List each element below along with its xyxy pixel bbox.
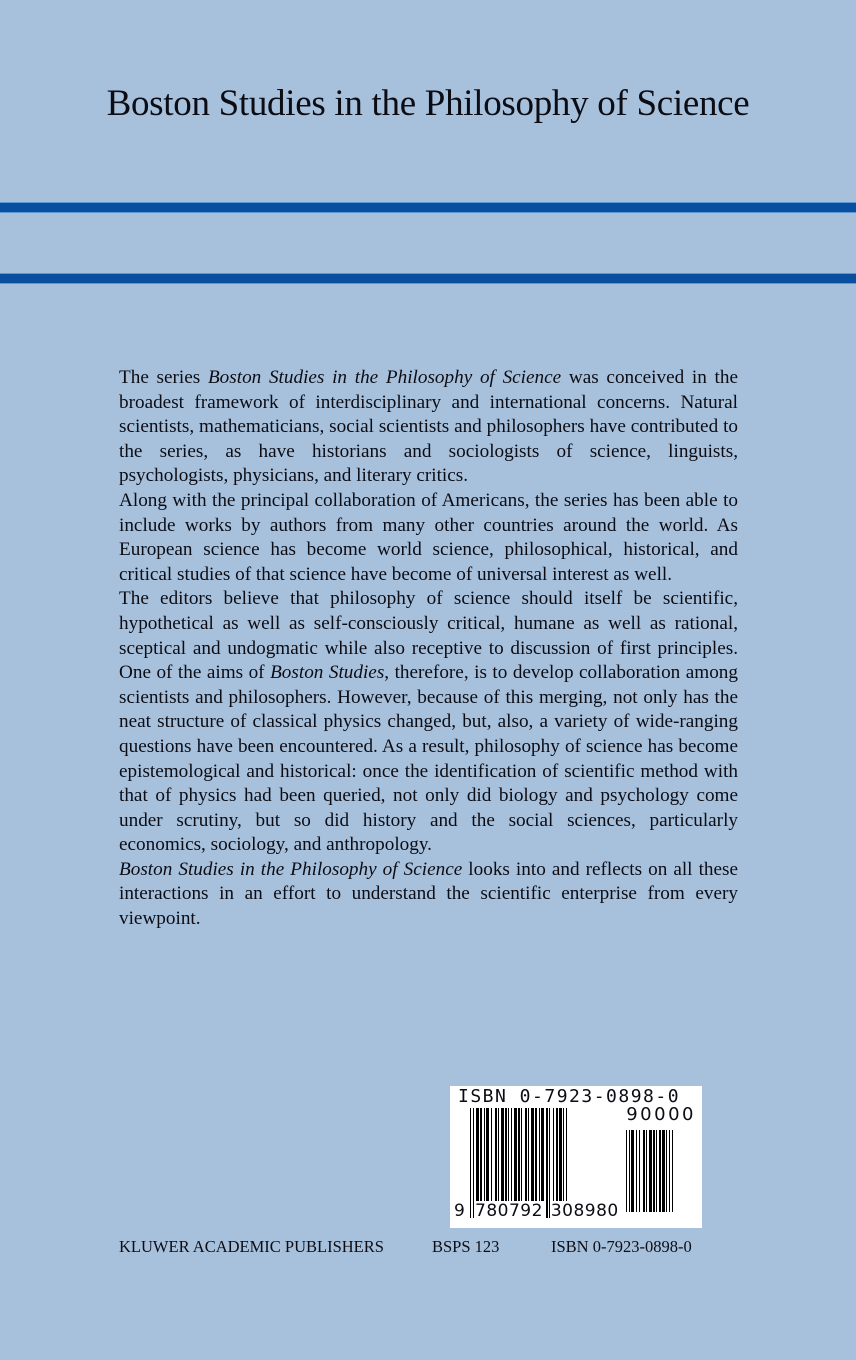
publisher-name: KLUWER ACADEMIC PUBLISHERS <box>119 1237 384 1256</box>
ean-right-group: 308980 <box>550 1201 619 1221</box>
ean-left-group: 780792 <box>475 1201 543 1221</box>
barcode-addon-bars <box>626 1130 673 1212</box>
series-short-title-italic: Boston Studies <box>270 662 385 684</box>
paragraph-3: The editors believe that philosophy of science should itself be scientific, hypothetical as well as self-consciously critical, humane as well as rational, sceptical and undogmatic while also receptive to discussion of first principles. One of the aims of Boston Studies, therefore, is to develop collaboration among scientists and philosophers. However, because of this merging, not only has the neat structure of classical physics changed, but, also, a variety of wide-ranging questions have been encountered. As a result, philosophy of science has become epistemological and historical: once the identification of scientific method with that of physics had been queried, not only did biology and psychology come under scrutiny, but so did history and the social sciences, particularly economics, sociology, and anthropology. <box>119 588 738 856</box>
footer-isbn: ISBN 0-7923-0898-0 <box>551 1237 692 1256</box>
barcode-box <box>450 1086 702 1228</box>
paragraph-1: The series Boston Studies in the Philosophy of Science was conceived in the broadest framework of interdisciplinary and international concerns. Natural scientists, mathematicians, social scientists and philosophers have contributed to the series, as have historians and sociologists of science, linguists, psychologists, physicians, and literary critics. <box>119 367 738 487</box>
barcode-ean-digits <box>454 1200 620 1222</box>
series-title-italic: Boston Studies in the Philosophy of Science <box>119 858 463 880</box>
cover-title: Boston Studies in the Philosophy of Science <box>106 83 750 124</box>
ean-first-digit: 9 <box>454 1201 466 1221</box>
top-rule <box>0 202 856 213</box>
paragraph-2: Along with the principal collaboration of Americans, the series has been able to include works by authors from many other countries around the world. As European science has become world science, philosophical, historical, and critical studies of that science have become of universal interest as well. <box>119 489 738 585</box>
bottom-rule <box>0 273 856 284</box>
series-title-italic: Boston Studies in the Philosophy of Science <box>207 367 562 388</box>
paragraph-4: Boston Studies in the Philosophy of Science looks into and reflects on all these interactions in an effort to understand the scientific enterprise from every viewpoint. <box>119 858 738 930</box>
series-description <box>119 366 738 932</box>
barcode-isbn-label: ISBN 0-7923-0898-0 <box>458 1086 681 1107</box>
barcode-addon-price: 90000 <box>626 1104 696 1125</box>
series-number: BSPS 123 <box>432 1237 500 1256</box>
